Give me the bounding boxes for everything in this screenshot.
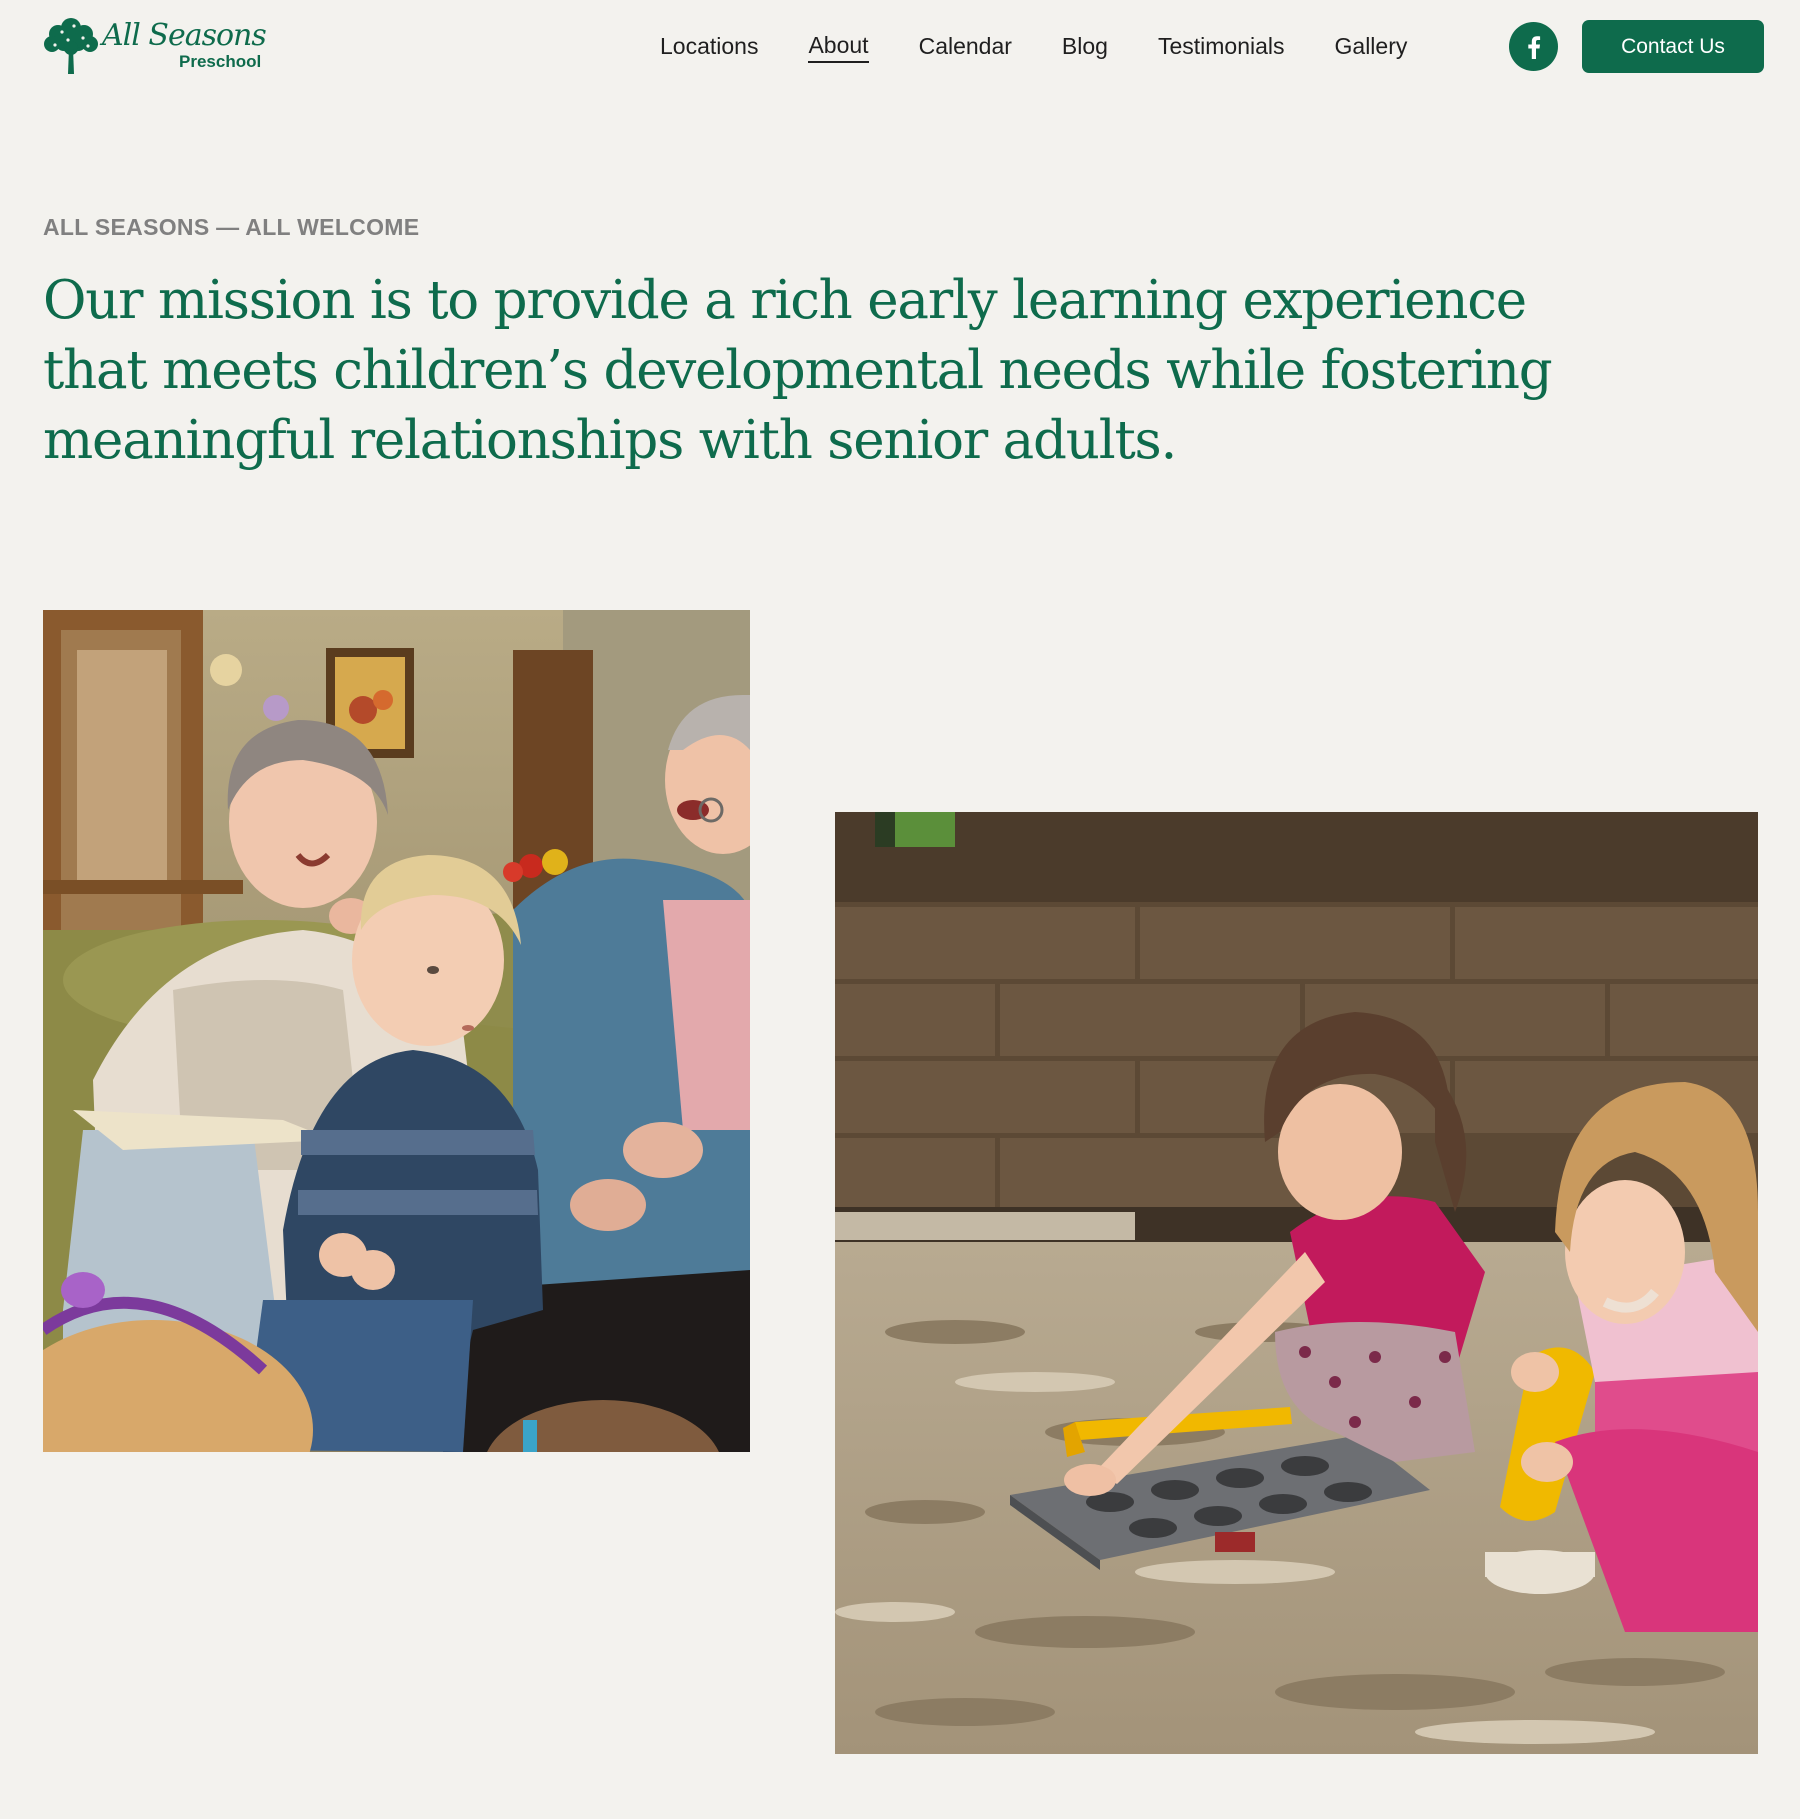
nav-about[interactable]: About bbox=[808, 31, 868, 63]
nav-locations[interactable]: Locations bbox=[660, 33, 759, 59]
site-logo[interactable] bbox=[38, 18, 268, 76]
mission-statement: Our mission is to provide a rich early learning experience that meets children’s developmental needs while fostering meaningful relationships with senior adults. bbox=[43, 270, 1552, 471]
site-header bbox=[0, 0, 1800, 96]
nav-blog[interactable]: Blog bbox=[1061, 33, 1108, 59]
nav-gallery[interactable]: Gallery bbox=[1334, 33, 1408, 59]
logo-name: All Seasons bbox=[102, 18, 266, 53]
tree-icon bbox=[38, 18, 104, 76]
facebook-icon bbox=[1527, 35, 1541, 59]
seniors-and-child-photo bbox=[43, 610, 750, 1452]
nav-calendar[interactable]: Calendar bbox=[918, 33, 1012, 59]
facebook-link[interactable] bbox=[1509, 22, 1558, 71]
main-nav bbox=[660, 22, 1407, 70]
logo-subtitle: Preschool bbox=[179, 52, 262, 71]
section-eyebrow: ALL SEASONS — ALL WELCOME bbox=[43, 214, 420, 240]
contact-us-button[interactable]: Contact Us bbox=[1582, 20, 1764, 73]
nav-testimonials[interactable]: Testimonials bbox=[1157, 33, 1285, 59]
girls-sandbox-photo bbox=[835, 812, 1758, 1754]
